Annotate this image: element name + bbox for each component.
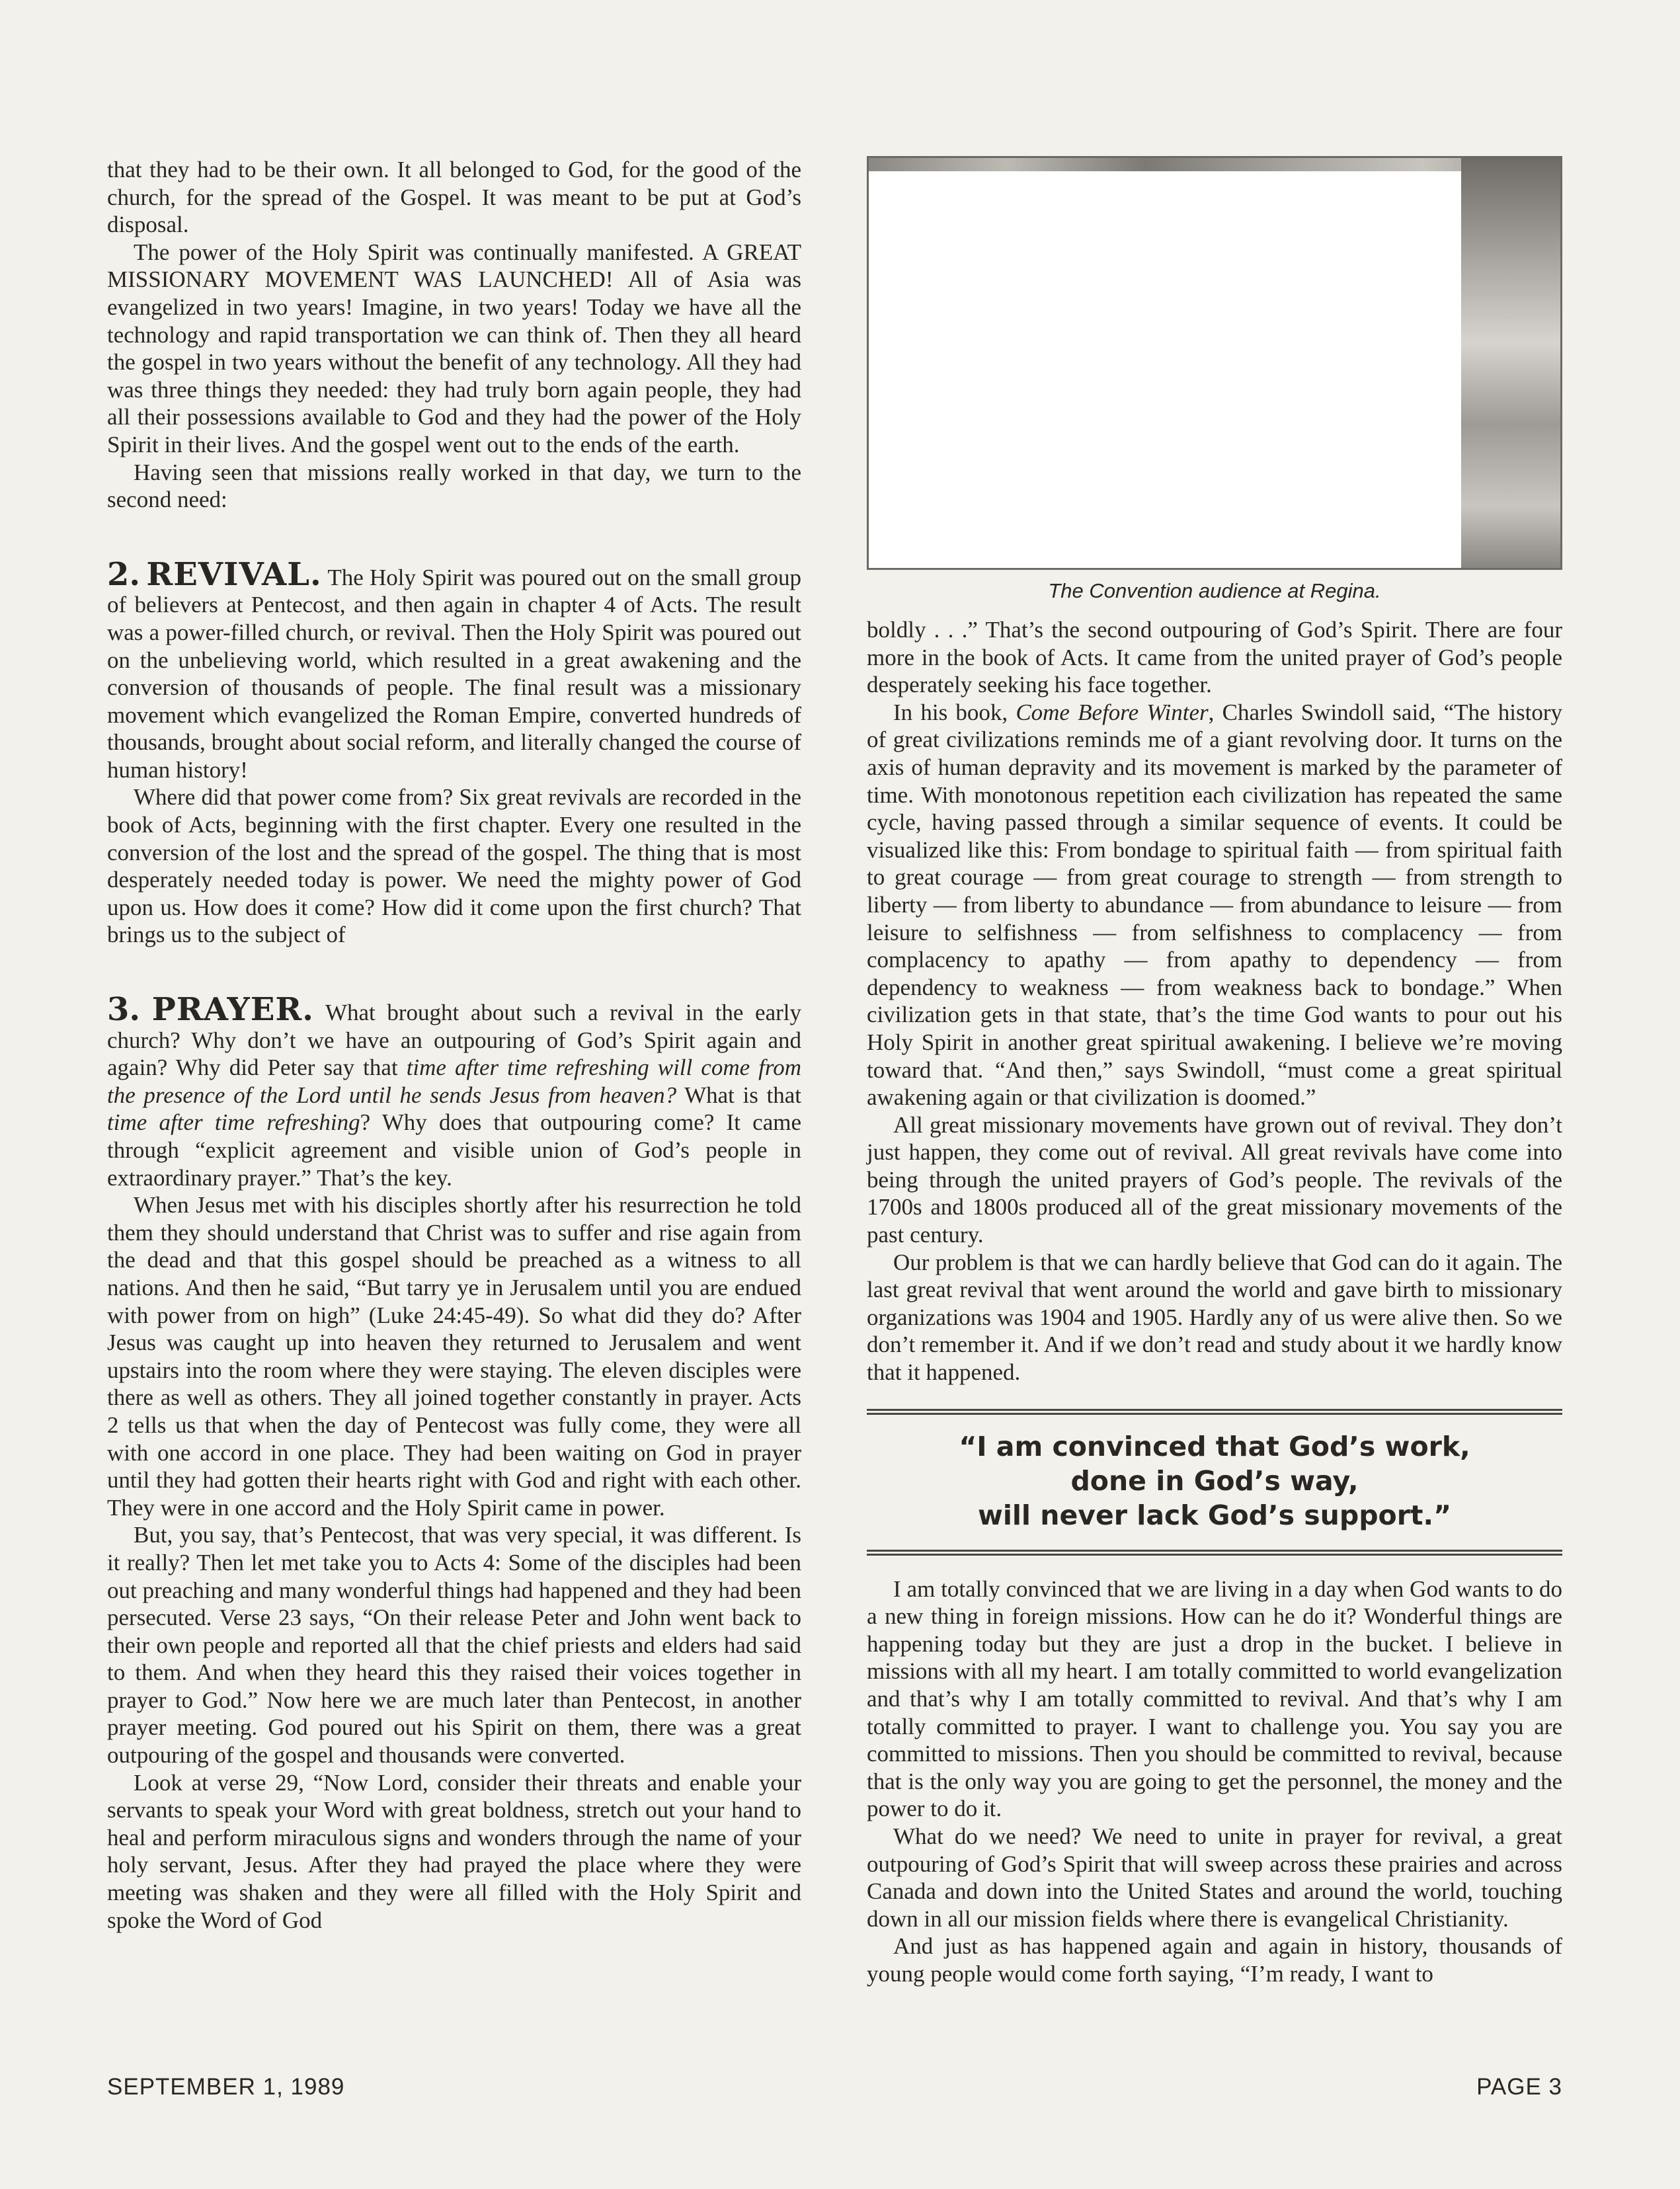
photo-edge-top bbox=[869, 158, 1560, 171]
footer-page-number: PAGE 3 bbox=[1476, 2074, 1562, 2100]
body-paragraph: Having seen that missions really worked in that day, we turn to the second need: bbox=[107, 459, 801, 513]
right-column bbox=[867, 156, 1562, 1988]
italic-phrase: time after time refreshing bbox=[107, 1109, 360, 1136]
body-paragraph: boldly . . .” That’s the second outpouring of God’s Spirit. There are four more in the book of Acts. It came from the united prayer of God’s people desperately seeking his face together. bbox=[867, 617, 1562, 698]
body-paragraph: that they had to be their own. It all belonged to God, for the good of the church, for the spread of the Gospel. It was meant to be put at God’s disposal. bbox=[107, 157, 801, 238]
body-paragraph: Our problem is that we can hardly believe that God can do it again. The last great revival that went around the world and gave birth to missionary organizations was 1904 and 1905. Hardly any of us were alive then. So we don’t remember it. And if we don’t read and study about it we hardly know that it happened. bbox=[867, 1249, 1562, 1386]
left-column bbox=[107, 156, 801, 1934]
section-lead-paragraph bbox=[107, 991, 802, 1191]
pull-quote-line: will never lack God’s support.” bbox=[977, 1499, 1452, 1531]
pull-quote-line: done in God’s way, bbox=[1070, 1464, 1359, 1497]
section-number: 3. bbox=[107, 991, 141, 1029]
body-paragraph: And just as has happened again and again in history, thousands of young people would come forth saying, “I’m ready, I want to bbox=[867, 1933, 1562, 1987]
body-paragraph: I am totally convinced that we are living in a day when God wants to do a new thing in foreign missions. How can he do it? Wonderful things are happening today but they are just a drop in the bucket. I believe in missions with all my heart. I am totally committed to world evangelization and that’s why I am totally committed to revival. And that’s why I am totally committed to prayer. I want to challenge you. You say you are committed to missions. Then you should be committed to revival, because that is the only way you are going to get the personnel, the money and the power to do it. bbox=[867, 1575, 1562, 1822]
text-run: In his book, bbox=[893, 699, 1016, 725]
section-lead-text: The Holy Spirit was poured out on the small group of believers at Pentecost, and then again in chapter 4 of Acts. The result was a power-filled church, or revival. Then the Holy Spirit was poured out on the unbelieving world, which resulted in a great awakening and the conversion of thousands of people. The final result was a missionary movement which evangelized the Roman Empire, converted hundreds of thousands, brought about social reform, and literally changed the course of human history! bbox=[107, 564, 802, 783]
section-lead-text: What is that bbox=[676, 1082, 801, 1108]
section-lead-text: ? Why does that outpouring come? It came through “explicit agreement and visible union of God’s people in extraordinary prayer.” That’s the key. bbox=[107, 1109, 802, 1191]
pull-quote bbox=[867, 1409, 1562, 1556]
section-number: 2. bbox=[107, 555, 141, 593]
section-heading: PRAYER. bbox=[151, 991, 315, 1029]
photo-blank-area bbox=[869, 171, 1461, 568]
body-paragraph: When Jesus met with his disciples shortly after his resurrection he told them they should understand that Christ was to suffer and rise again from the dead and that this gospel should be preached as a witness to all nations. And then he said, “But tarry ye in Jerusalem until you are endued with power from on high” (Luke 24:45-49). So what did they do? After Jesus was caught up into heaven they returned to Jerusalem and went upstairs into the room where they were staying. The eleven disciples were there as well as others. They all joined together constantly in prayer. Acts 2 tells us that when the day of Pentecost was fully come, they were all with one accord in one place. They had been waiting on God in prayer until they had gotten their hearts right with God and right with each other. They were in one accord and the Holy Spirit came in power. bbox=[107, 1192, 801, 1521]
text-run: , Charles Swindoll said, “The history of great civilizations reminds me of a giant revolving door. It turns on the axis of human depravity and its movement is marked by the parameter of time. With monotonous repetition each civilization has repeated the same cycle, having passed through a similar sequence of events. It could be visualized like this: From bondage to spiritual faith — from spiritual faith to great courage — from great courage to strength — from strength to liberty — from liberty to abundance — from abundance to leisure — from leisure to selfishness — from selfishness to complacency — from complacency to apathy — from apathy to dependency — from dependency to weakness — from weakness back to bondage.” When civilization gets in that state, that’s the time God wants to pour out his Holy Spirit in another great spiritual awakening. I believe we’re moving toward that. “And then,” says Swindoll, “must come a great spiritual awakening again or that civilization is doomed.” bbox=[867, 699, 1562, 1111]
photo-edge-right bbox=[1461, 158, 1560, 568]
section-lead-text: What brought about such a revival in the early church? Why don’t we have an outpouring of God’s Spirit again and again? Why did Peter say that bbox=[107, 1000, 801, 1081]
section-revival bbox=[107, 555, 802, 949]
section-heading: REVIVAL. bbox=[146, 555, 322, 593]
photo-caption: The Convention audience at Regina. bbox=[1048, 579, 1381, 602]
body-paragraph: What do we need? We need to unite in prayer for revival, a great outpouring of God’s Spirit that will sweep across these prairies and across Canada and down into the United States and around the world, touching down in all our mission fields where there is evangelical Christianity. bbox=[867, 1823, 1562, 1932]
italic-quote: time after time refreshing will come from the presence of the Lord until he sends Jesus from heaven? bbox=[107, 1055, 801, 1108]
body-paragraph: But, you say, that’s Pentecost, that was very special, it was different. Is it really? Then let met take you to Acts 4: Some of the disciples had been out preaching and many wonderful things had happened and they had been persecuted. Verse 23 says, “On their release Peter and John went back to their own people and reported all that the chief priests and elders had said to them. And when they heard this they raised their voices together in prayer to God.” Now here we are much later than Pentecost, in another prayer meeting. God poured out his Spirit on them, there was a great outpouring of the gospel and thousands were converted. bbox=[107, 1522, 801, 1769]
body-paragraph: Where did that power come from? Six great revivals are recorded in the book of Acts, beginning with the first chapter. Every one resulted in the conversion of the lost and the spread of the gospel. The thing that is most desperately needed today is power. We need the mighty power of God upon us. How does it come? How did it come upon the first church? That brings us to the subject of bbox=[107, 784, 801, 948]
section-lead-paragraph bbox=[107, 555, 802, 784]
body-paragraph: Look at verse 29, “Now Lord, consider their threats and enable your servants to speak your Word with great boldness, stretch out your hand to heal and perform miraculous signs and wonders through the name of your holy servant, Jesus. After they had prayed the place where they were meeting was shaken and they were all filled with the Holy Spirit and spoke the Word of God bbox=[107, 1769, 801, 1933]
footer-date: SEPTEMBER 1, 1989 bbox=[107, 2074, 345, 2100]
body-paragraph bbox=[867, 699, 1562, 1111]
pull-quote-line: “I am convinced that God’s work, bbox=[959, 1430, 1470, 1462]
body-paragraph: All great missionary movements have grown out of revival. They don’t just happen, they come out of revival. All great revivals have come into being through the united prayers of God’s people. The revivals of the 1700s and 1800s produced all of the great missionary movements of the past century. bbox=[867, 1111, 1562, 1248]
body-paragraph: The power of the Holy Spirit was continually manifested. A GREAT MISSIONARY MOVEMENT WAS LAUNCHED! All of Asia was evangelized in two years! Imagine, in two years! Today we have all the technology and rapid transportation we can think of. Then they all heard the gospel in two years without the benefit of any technology. All they had was three things they needed: they had truly born again people, they had all their possessions available to God and they had the power of the Holy Spirit in their lives. And the gospel went out to the ends of the earth. bbox=[107, 239, 801, 458]
book-title: Come Before Winter bbox=[1016, 699, 1209, 725]
section-prayer bbox=[107, 991, 802, 1934]
convention-photo bbox=[867, 156, 1562, 570]
